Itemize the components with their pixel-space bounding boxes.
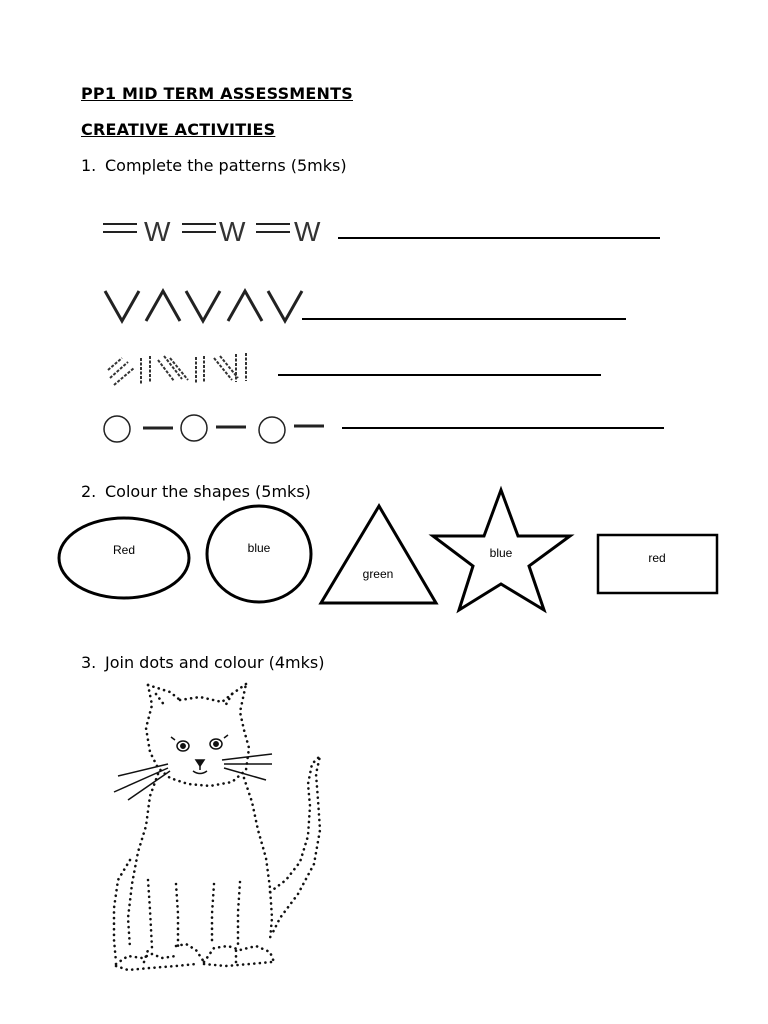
shape-triangle[interactable] [321,506,436,603]
question-number: 1. [81,156,97,175]
shape-label: red [648,551,666,565]
shape-label: blue [489,546,513,560]
shape-label: green [362,567,394,581]
question-text: Complete the patterns (5mks) [105,156,347,175]
shape-star[interactable] [433,490,570,610]
pattern-glyph: W [219,216,246,247]
section-title: CREATIVE ACTIVITIES [81,120,276,139]
pattern-glyph: W [294,216,321,247]
pattern-v-chevrons [105,291,302,321]
shape-label: blue [247,541,271,555]
pattern-circle-dash [104,415,324,443]
cat-dot-picture[interactable] [114,684,320,970]
page-title: PP1 MID TERM ASSESSMENTS [81,84,353,103]
question-text: Join dots and colour (4mks) [105,653,325,672]
question-number: 2. [81,482,97,501]
shape-rectangle[interactable] [598,535,717,593]
pattern-slash-groups [108,353,246,385]
shape-label: Red [112,543,136,557]
shape-circle[interactable] [207,506,311,602]
question-number: 3. [81,653,97,672]
question-text: Colour the shapes (5mks) [105,482,311,501]
shape-oval[interactable] [59,518,189,598]
pattern-glyph: W [144,216,171,247]
pattern-equals-w [103,216,321,247]
